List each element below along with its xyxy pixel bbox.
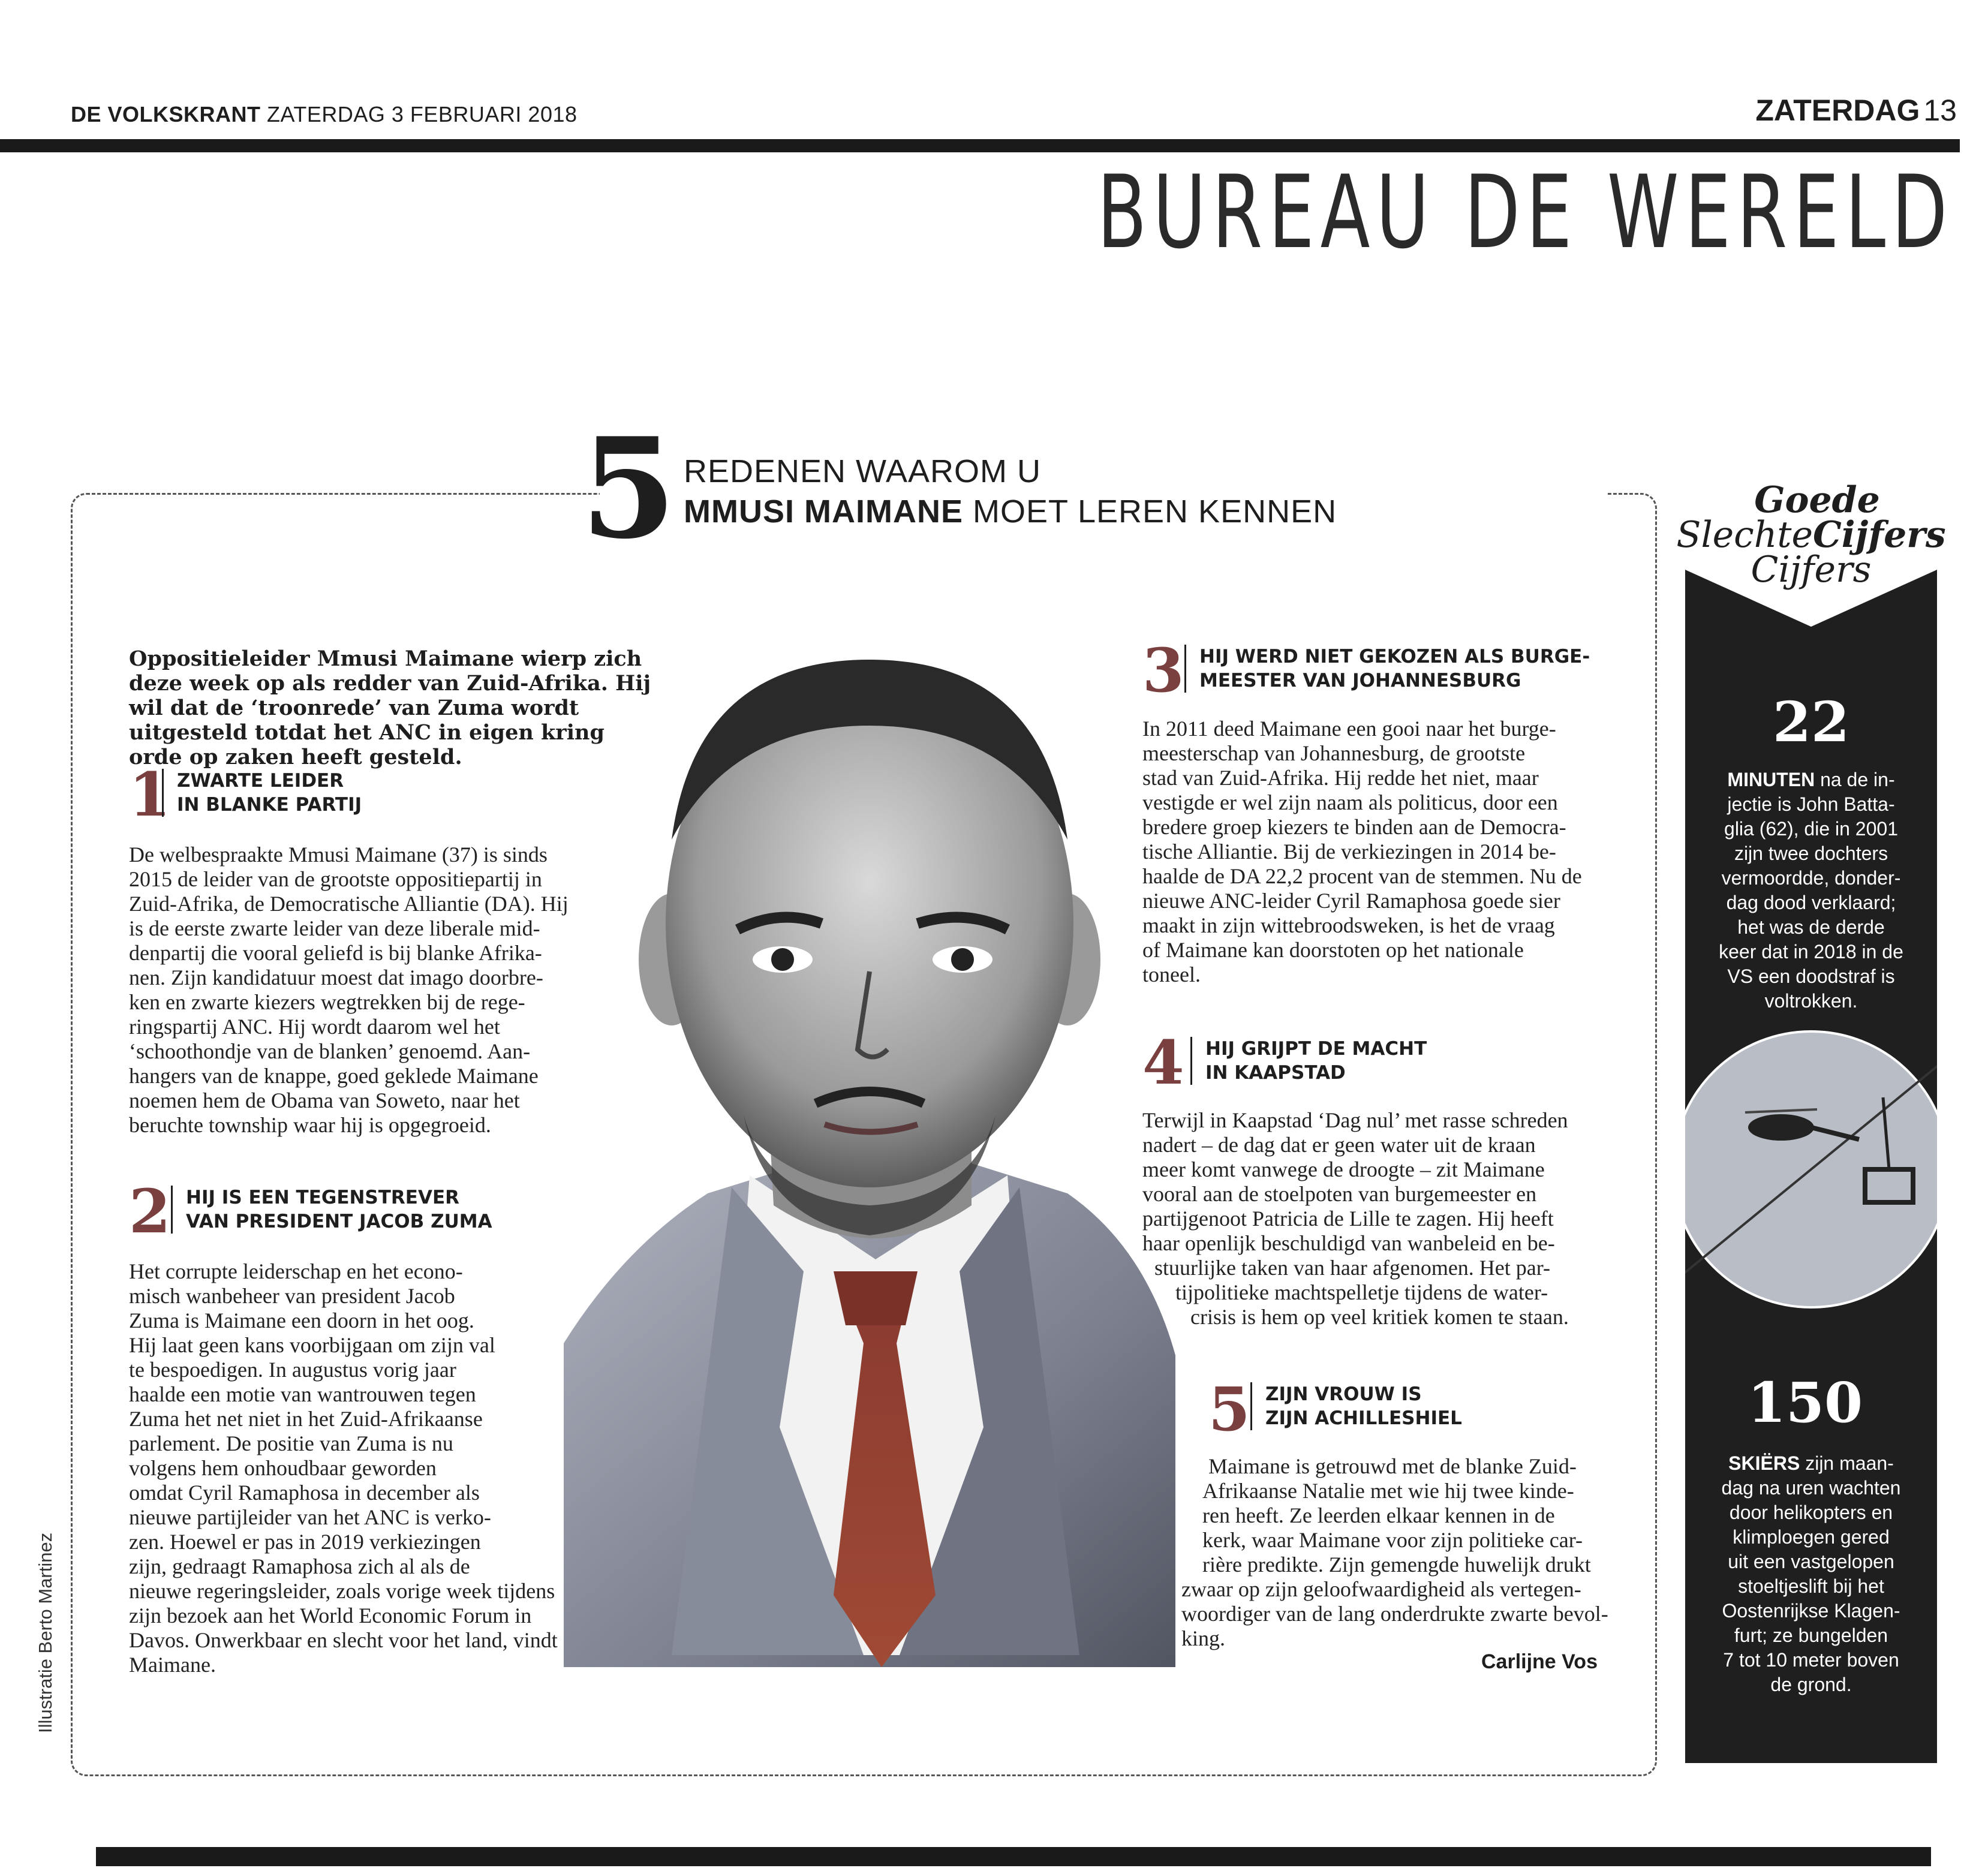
intro-paragraph: Oppositieleider Mmusi Maimane wierp zich deze week op als redder van Zuid-Afrika. Hij wil dat de ‘troonrede’ van Zuma wordt uitgesteld totdat het ANC in eigen kring orde op zaken heeft gesteld. <box>129 646 651 769</box>
text-line: is de eerste zwarte leider van deze liberale mid- <box>129 916 540 940</box>
text-line: Zuma het net niet in het Zuid-Afrikaanse <box>129 1407 483 1431</box>
stat1-line: het was de derde <box>1737 916 1885 938</box>
text-line: stad van Zuid-Afrika. Hij redde het niet, maar <box>1142 766 1539 790</box>
reason-2-title-line1: HIJ IS EEN TEGENSTREVER <box>186 1187 459 1208</box>
stat2-line: uit een vastgelopen <box>1728 1551 1894 1572</box>
text-line: Hij laat geen kans voorbijgaan om zijn val <box>129 1333 495 1357</box>
text-line: volgens hem onhoudbaar geworden <box>129 1456 437 1480</box>
reason-1-text <box>129 843 569 1138</box>
text-line: beruchte township waar hij is opgegroeid. <box>129 1113 491 1137</box>
reason-5-title-line1: ZIJN VROUW IS <box>1265 1383 1422 1405</box>
reason-4-number: 4 <box>1142 1027 1184 1098</box>
stat2-number: 150 <box>1747 1370 1863 1435</box>
reason-4-text <box>1142 1108 1569 1329</box>
illustration-credit: Illustratie Berto Martinez <box>35 1532 56 1733</box>
reason-5-number: 5 <box>1208 1374 1250 1445</box>
headline-rest: MOET LEREN KENNEN <box>963 494 1337 530</box>
sidebar-heading-cijfers: Cijfers <box>1751 549 1872 591</box>
reason-5-title-line2: ZIJN ACHILLESHIEL <box>1265 1407 1462 1429</box>
reason-2-title <box>171 1186 492 1234</box>
stat1-line: voltrokken. <box>1764 990 1858 1012</box>
reason-5-title <box>1250 1382 1462 1430</box>
stat1-line: zijn twee dochters <box>1734 843 1888 864</box>
text-line: Het corrupte leiderschap en het econo- <box>129 1259 463 1283</box>
stat1-line: vermoordde, donder- <box>1721 867 1901 889</box>
bottom-rule <box>96 1847 1931 1866</box>
stat1-line <box>1709 768 1913 792</box>
reason-1-number: 1 <box>129 759 171 830</box>
text-line: kerk, waar Maimane voor zijn politieke car- <box>1202 1528 1583 1552</box>
text-line: ren heeft. Ze leerden elkaar kennen in de <box>1202 1503 1555 1527</box>
text-line: Afrikaanse Natalie met wie hij twee kinde- <box>1202 1479 1574 1503</box>
text-line: partijgenoot Patricia de Lille te zagen. Hij heeft <box>1142 1207 1554 1231</box>
text-line: haar openlijk beschuldigd van wanbeleid en be- <box>1142 1231 1555 1255</box>
reason-3-title <box>1184 645 1590 693</box>
sidebar-heading-cijfers-bold: Cijfers <box>1813 514 1946 556</box>
text-line: Davos. Onwerkbaar en slecht voor het land, vindt <box>129 1628 558 1652</box>
reason-2-title-line2: VAN PRESIDENT JACOB ZUMA <box>186 1211 492 1232</box>
issue-date: ZATERDAG 3 FEBRUARI 2018 <box>267 102 578 127</box>
stat2-line: de grond. <box>1770 1674 1852 1695</box>
text-line: misch wanbeheer van president Jacob <box>129 1284 455 1308</box>
stat1-line: jectie is John Batta- <box>1727 793 1895 815</box>
text-line: omdat Cyril Ramaphosa in december als <box>129 1481 480 1505</box>
stat1-number: 22 <box>1772 690 1850 754</box>
text-line: vooral aan de stoelpoten van burgemeester en <box>1142 1182 1537 1206</box>
stat1-text <box>1709 768 1913 1013</box>
masthead <box>71 102 578 127</box>
text-line: ken en zwarte kiezers wegtrekken bij de rege- <box>129 990 525 1014</box>
text-line: bredere groep kiezers te binden aan de Democra- <box>1142 815 1566 839</box>
page-day: ZATERDAG <box>1755 94 1920 127</box>
text-line: Maimane is getrouwd met de blanke Zuid- <box>1208 1454 1577 1478</box>
portrait-illustration <box>552 636 1181 1691</box>
reason-2-text <box>129 1259 558 1677</box>
text-line: 2015 de leider van de grootste oppositiepartij in <box>129 867 542 891</box>
text-line: toneel. <box>1142 962 1201 986</box>
text-line: De welbespraakte Mmusi Maimane (37) is sinds <box>129 843 548 867</box>
text-line: nadert – de dag dat er geen water uit de kraan <box>1142 1133 1536 1157</box>
text-line: maakt in zijn wittebroodsweken, is het de vraag <box>1142 913 1555 937</box>
stat2-line <box>1709 1451 1913 1476</box>
reason-3-number: 3 <box>1142 635 1184 706</box>
stat1-line: glia (62), die in 2001 <box>1724 818 1898 840</box>
stat2-bold: SKIËRS <box>1728 1452 1800 1474</box>
reason-5-text <box>1181 1454 1608 1651</box>
paper-name: DE VOLKSKRANT <box>71 102 261 127</box>
section-title: BUREAU DE WERELD <box>1096 154 1953 271</box>
text-line: tische Alliantie. Bij de verkiezingen in 2014 be- <box>1142 840 1556 864</box>
headline-name: MMUSI MAIMANE <box>684 494 963 530</box>
text-line: Zuma is Maimane een doorn in het oog. <box>129 1309 474 1332</box>
page-label <box>1755 93 1957 128</box>
text-line: parlement. De positie van Zuma is nu <box>129 1431 453 1455</box>
top-rule <box>0 139 1960 152</box>
headline-line2 <box>684 493 1337 530</box>
text-line: Terwijl in Kaapstad ‘Dag nul’ met rasse schreden <box>1142 1108 1568 1132</box>
stat2-line: furt; ze bungelden <box>1734 1625 1888 1646</box>
text-line: te bespoedigen. In augustus vorig jaar <box>129 1358 456 1382</box>
stat2-line: 7 tot 10 meter boven <box>1723 1649 1899 1671</box>
stat2-line: Oostenrijkse Klagen- <box>1722 1600 1900 1622</box>
text-line: nieuwe regeringsleider, zoals vorige week tijdens <box>129 1579 555 1603</box>
reason-1-title-line2: IN BLANKE PARTIJ <box>177 794 362 816</box>
text-line: of Maimane kan doorstoten op het nationale <box>1142 938 1524 962</box>
stat1-line: keer dat in 2018 in de <box>1719 941 1903 962</box>
text-line: haalde de DA 22,2 procent van de stemmen. Nu de <box>1142 864 1582 888</box>
text-line: nieuwe ANC-leider Cyril Ramaphosa goede sier <box>1142 889 1560 913</box>
headline-number: 5 <box>581 408 677 570</box>
reason-3-title-line1: HIJ WERD NIET GEKOZEN ALS BURGE- <box>1199 646 1590 667</box>
reason-1-title <box>162 769 362 817</box>
stat2-line: stoeltjeslift bij het <box>1738 1575 1884 1597</box>
text-line: tijpolitieke machtspelletje tijdens de water- <box>1175 1280 1548 1304</box>
text-line: zijn bezoek aan het World Economic Forum in <box>129 1604 532 1628</box>
reason-4-title-line1: HIJ GRIJPT DE MACHT <box>1205 1038 1427 1060</box>
text-line: king. <box>1181 1626 1226 1650</box>
stat2-line: klimploegen gered <box>1733 1526 1890 1548</box>
sidebar-heading-line2 <box>1673 514 1949 556</box>
text-line: zijn, gedraagt Ramaphosa zich al als de <box>129 1554 470 1578</box>
text-line: Maimane. <box>129 1653 216 1677</box>
sidebar-heading-slechte: Slechte <box>1676 514 1813 556</box>
text-line: zen. Hoewel er pas in 2019 verkiezingen <box>129 1530 481 1554</box>
text-line: rière predikte. Zijn gemengde huwelijk drukt <box>1202 1553 1591 1577</box>
text-line: hangers van de knappe, goed geklede Maimane <box>129 1064 539 1088</box>
text-line: zwaar op zijn geloofwaardigheid als vertegen- <box>1181 1577 1581 1601</box>
reason-3-title-line2: MEESTER VAN JOHANNESBURG <box>1199 670 1521 691</box>
stat2-text <box>1709 1451 1913 1697</box>
text-line: In 2011 deed Maimane een gooi naar het burge- <box>1142 717 1556 741</box>
stat1-bold: MINUTEN <box>1727 769 1815 790</box>
headline-line1: REDENEN WAAROM U <box>684 453 1042 489</box>
stat2-line-text: zijn maan- <box>1800 1452 1894 1474</box>
stat2-line: door helikopters en <box>1729 1502 1893 1523</box>
text-line: ‘schoothondje van de blanken’ genoemd. Aan- <box>129 1039 531 1063</box>
reason-4-title <box>1190 1037 1427 1085</box>
reason-3-text <box>1142 717 1582 987</box>
text-line: noemen hem de Obama van Soweto, naar het <box>129 1088 520 1112</box>
text-line: woordiger van de lang onderdrukte zwarte bevol- <box>1181 1602 1608 1626</box>
text-line: meer komt vanwege de droogte – zit Maimane <box>1142 1157 1545 1181</box>
reason-4-title-line2: IN KAAPSTAD <box>1205 1062 1346 1084</box>
sidebar-heading-goede: Goede <box>1754 479 1880 521</box>
text-line: ringspartij ANC. Hij wordt daarom wel het <box>129 1015 500 1039</box>
text-line: meesterschap van Johannesburg, de grootste <box>1142 741 1526 765</box>
text-line: nieuwe partijleider van het ANC is verko- <box>129 1505 491 1529</box>
text-line: denpartij die vooral geliefd is bij blanke Afrika- <box>129 941 542 965</box>
reason-1-title-line1: ZWARTE LEIDER <box>177 770 344 792</box>
stat1-line: dag dood verklaard; <box>1726 892 1896 913</box>
text-line: stuurlijke taken van haar afgenomen. Het par- <box>1154 1256 1551 1280</box>
text-line: vestigde er wel zijn naam als politicus, door een <box>1142 790 1558 814</box>
reason-2-number: 2 <box>129 1176 171 1247</box>
page-number: 13 <box>1923 94 1957 127</box>
text-line: crisis is hem op veel kritiek komen te staan. <box>1190 1305 1569 1329</box>
stat2-line: dag na uren wachten <box>1721 1477 1901 1499</box>
text-line: Zuid-Afrika, de Democratische Alliantie (DA). Hij <box>129 892 569 916</box>
text-line: nen. Zijn kandidatuur moest dat imago doorbre- <box>129 965 543 989</box>
stat1-line: VS een doodstraf is <box>1727 965 1895 987</box>
author-byline: Carlijne Vos <box>1481 1650 1598 1673</box>
stat1-line-text: na de in- <box>1815 769 1895 790</box>
text-line: haalde een motie van wantrouwen tegen <box>129 1382 476 1406</box>
